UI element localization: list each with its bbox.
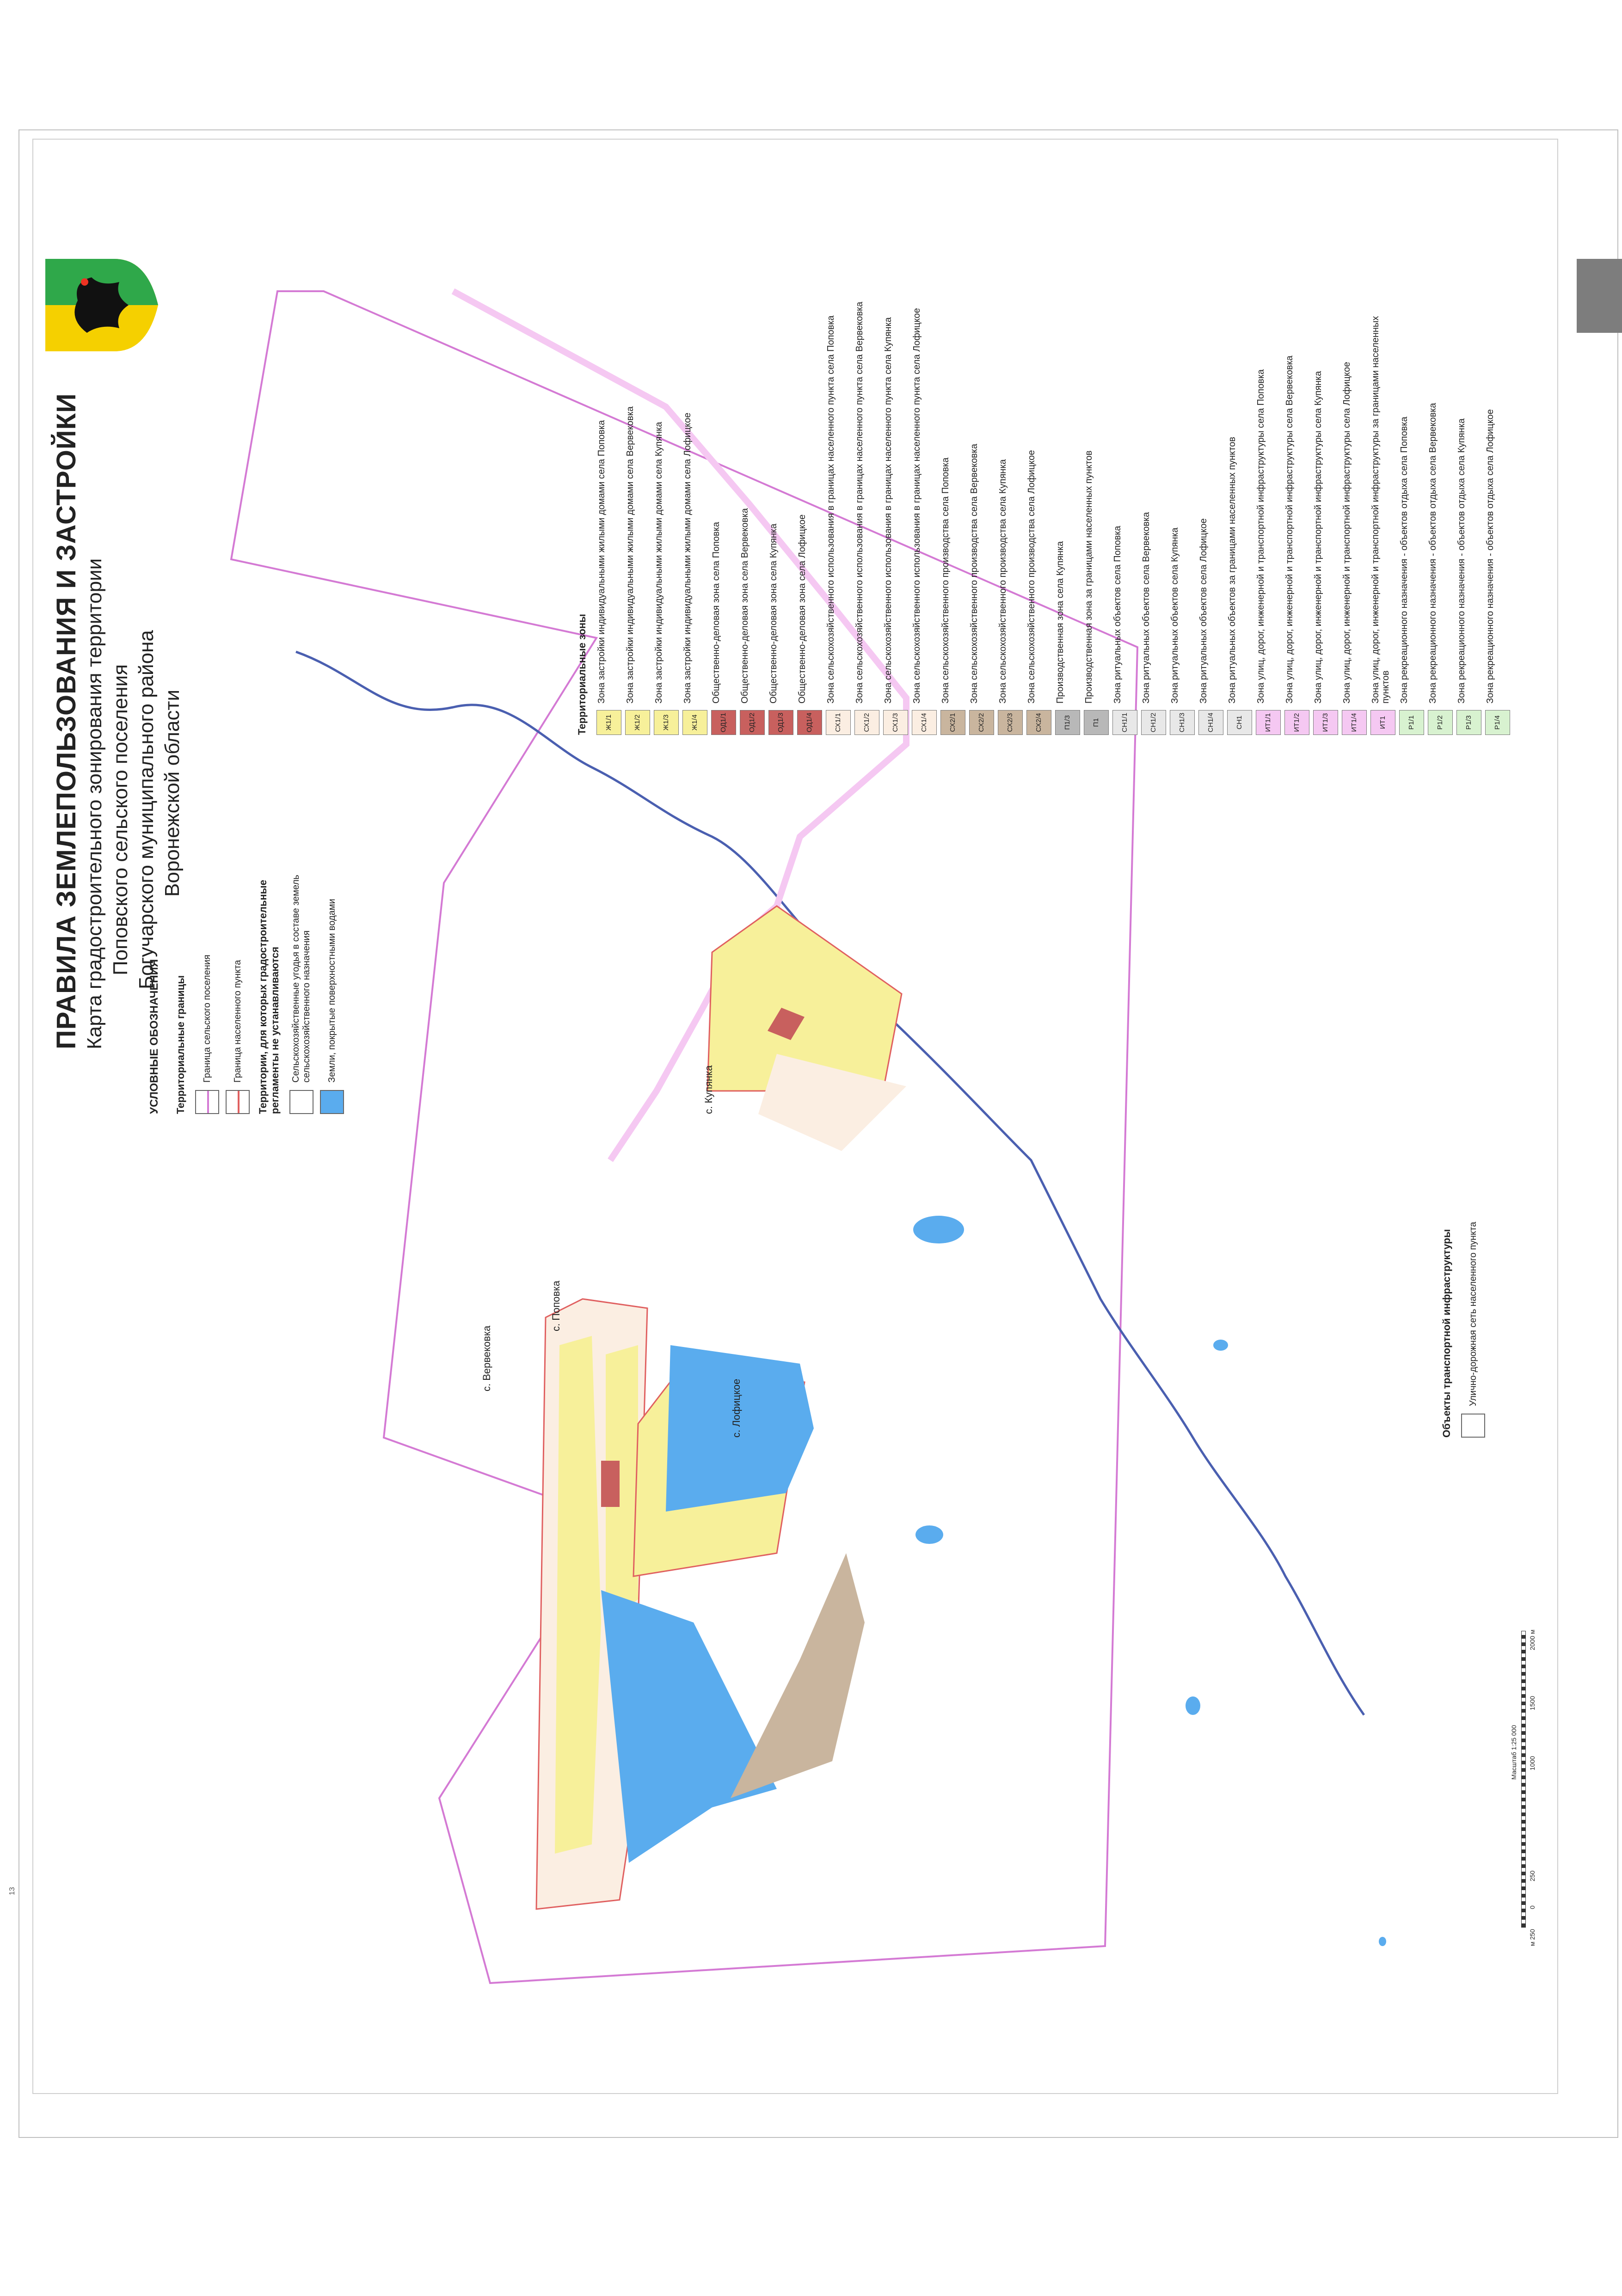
zone-legend-row [1342,203,1367,735]
zone-code: СХ2/4 [1026,710,1051,735]
zone-legend-row [797,203,822,735]
zone-label: Зона сельскохозяйственного производства села Вервековка [969,444,979,704]
boundary-swatch [226,1090,250,1114]
zone-legend-row [912,203,937,735]
zone-legend-row [596,203,621,735]
place-label-popovka: с. Поповка [550,1280,562,1331]
zone-label: Общественно-деловая зона села Купянка [768,523,779,704]
map-title: ПРАВИЛА ЗЕМЛЕПОЛЬЗОВАНИЯ И ЗАСТРОЙКИ [51,393,81,1049]
boundaries-heading: Территориальные границы [175,975,186,1114]
zone-legend-row [1026,203,1051,735]
pond [1213,1340,1228,1351]
legend-label: Улично-дорожная сеть населенного пункта [1468,1222,1478,1406]
legend-row [1461,1160,1485,1438]
zone-code: СХ1/4 [912,710,937,735]
zone-code: ИТ1/4 [1342,710,1367,735]
zone-label: Зона ритуальных объектов села Вервековка [1141,512,1151,704]
zone-label: Зона улиц, дорог, инженерной и транспортной инфраструктуры села Лофицкое [1342,361,1352,704]
zone-code: СН1/2 [1141,710,1166,735]
pond [915,1525,943,1544]
map-sheet [37,166,1554,2085]
legend-transport [1433,1160,1492,1438]
zone-label: Общественно-деловая зона села Поповка [711,522,721,704]
zone-label: Зона сельскохозяйственного использования в границах населенного пункта села Поповка [826,315,836,704]
place-label-lofitskoe: с. Лофицкое [731,1378,742,1438]
zone-legend-row [1284,203,1309,735]
zone-label: Производственная зона за границами населенных пунктов [1084,450,1094,704]
map-subtitle-1: Карта градостроительного зонирования территории [83,558,106,1049]
zones-list [596,203,1510,735]
zone-label: Зона рекреационного назначения - объектов отдыха села Вервековка [1428,403,1438,704]
legend-label: Граница сельского поселения [202,955,212,1083]
zone-label: Общественно-деловая зона села Лофицкое [797,514,807,704]
zone-code: СХ1/3 [883,710,908,735]
pond [1379,1937,1386,1946]
zone-legend-row [654,203,679,735]
zone-label: Зона застройки индивидуальными жилыми домами села Купянка [654,422,664,704]
zone-code: Р1/4 [1485,710,1510,735]
zone-code: СХ2/3 [998,710,1023,735]
zone-legend-row [1170,203,1195,735]
zone-code: ИТ1/3 [1313,710,1338,735]
legend-heading: УСЛОВНЫЕ ОБОЗНАЧЕНИЯ [148,959,160,1114]
place-label-kupyanka: с. Купянка [703,1065,714,1114]
legend-row [195,874,219,1114]
legend-general [148,874,350,1114]
zone-label: Зона улиц, дорог, инженерной и транспортной инфраструктуры села Купянка [1313,371,1323,704]
zone-code: Ж1/1 [596,710,621,735]
place-label-verevkovka: с. Вервековка [481,1325,492,1391]
zone-legend-row [1198,203,1223,735]
road-network-swatch [1461,1414,1485,1438]
zone-code: Ж1/3 [654,710,679,735]
zone-label: Зона застройки индивидуальными жилыми домами села Лофицкое [682,412,693,704]
zone-label: Зона улиц, дорог, инженерной и транспортной инфраструктуры села Вервековка [1284,355,1295,704]
zone-legend-row [711,203,736,735]
zone-label: Зона сельскохозяйственного использования в границах населенного пункта села Купянка [883,317,893,704]
zone-label: Зона сельскохозяйственного производства села Лофицкое [1026,450,1037,704]
zone-code: П1 [1084,710,1109,735]
zone-legend-row [1456,203,1481,735]
zone-legend-row [625,203,650,735]
zone-legend-row [1112,203,1137,735]
zone-label: Зона сельскохозяйственного использования в границах населенного пункта села Лофицкое [912,308,922,704]
zone-legend-row [1055,203,1080,735]
zone-code: ИТ1 [1370,710,1395,735]
legend-row [289,874,313,1114]
zone-label: Зона ритуальных объектов за границами населенных пунктов [1227,437,1237,704]
zone-code: СН1/3 [1170,710,1195,735]
zone-label: Зона улиц, дорог, инженерной и транспортной инфраструктуры за границами населенных пунктов [1370,316,1391,704]
zone-legend-row [740,203,765,735]
zone-code: ОД1/2 [740,710,765,735]
zone-legend-row [1084,203,1109,735]
scale-tick: 2000 м [1529,1629,1536,1650]
agri-land-swatch [289,1090,313,1114]
zone-code: ОД1/1 [711,710,736,735]
zone-label: Зона сельскохозяйственного производства села Поповка [940,457,951,704]
scale-tick: 250 [1529,1870,1536,1881]
zone-code: ИТ1/1 [1256,710,1281,735]
legend-label: Граница населенного пункта [232,960,243,1083]
legend-row [226,874,250,1114]
zone-code: ОД1/3 [768,710,793,735]
zone-label: Зона застройки индивидуальными жилыми домами села Вервековка [625,406,635,704]
legend-zones [569,203,1514,735]
zone-legend-row [1313,203,1338,735]
zone-code: П1/3 [1055,710,1080,735]
zone-label: Зона рекреационного назначения - объектов отдыха села Купянка [1456,418,1467,704]
zone-legend-row [682,203,707,735]
no-regulation-heading: Территории, для которых градостроительные регламенты не устанавливаются [257,880,281,1114]
scale-caption: Масштаб 1:25 000 [1510,1725,1518,1780]
page-number: 13 [8,1887,16,1895]
zone-legend-row [969,203,994,735]
qr-stamp [1577,259,1622,333]
zone-legend-row [1141,203,1166,735]
zone-label: Зона ритуальных объектов села Поповка [1112,526,1123,704]
zone-label: Общественно-деловая зона села Вервековка [740,508,750,704]
zone-code: СН1/1 [1112,710,1137,735]
scale-bar [1510,1604,1540,1946]
zone-code: Ж1/4 [682,710,707,735]
zone-label: Зона сельскохозяйственного использования в границах населенного пункта села Вервековка [854,301,865,704]
zone-legend-row [1227,203,1252,735]
zone-legend-row [940,203,965,735]
zone-legend-row [1428,203,1453,735]
water-swatch [320,1090,344,1114]
legend-label: Сельскохозяйственные угодья в составе земель сельскохозяйственного назначения [291,875,312,1083]
zone-code: СХ1/1 [826,710,851,735]
scale-tick: 1500 [1529,1696,1536,1710]
boundary-swatch [195,1090,219,1114]
zone-legend-row [768,203,793,735]
zone-label: Зона ритуальных объектов села Лофицкое [1198,518,1209,704]
zone-code: Р1/1 [1399,710,1424,735]
zone-label: Зона улиц, дорог, инженерной и транспортной инфраструктуры села Поповка [1256,369,1266,704]
zone-code: Ж1/2 [625,710,650,735]
zone-legend-row [826,203,851,735]
zone-code: СХ2/2 [969,710,994,735]
zone-code: СН1 [1227,710,1252,735]
zone-code: СН1/4 [1198,710,1223,735]
lake-2 [601,1590,777,1863]
zone-code: ОД1/4 [797,710,822,735]
map-subtitle-3: Богучарского муниципального района [135,630,158,989]
zone-legend-row [1256,203,1281,735]
zone-legend-row [854,203,879,735]
transport-heading: Объекты транспортной инфраструктуры [1441,1229,1452,1438]
zone-code: СХ1/2 [854,710,879,735]
pond [913,1216,964,1243]
legend-label: Земли, покрытые поверхностными водами [326,899,337,1083]
zone-legend-row [1485,203,1510,735]
map-subtitle-4: Воронежской области [161,689,184,897]
zone-label: Зона застройки индивидуальными жилыми домами села Поповка [596,420,607,704]
zone-label: Производственная зона села Купянка [1055,541,1065,704]
zone-legend-row [883,203,908,735]
scale-tick: 0 [1529,1905,1536,1909]
map-subtitle-2: Поповского сельского поселения [109,664,132,975]
zone-label: Зона рекреационного назначения - объектов отдыха села Лофицкое [1485,409,1495,704]
zone-code: СХ2/1 [940,710,965,735]
pond [1186,1696,1200,1715]
zone-legend-row [998,203,1023,735]
legend-row [320,874,344,1114]
zone-label: Зона сельскохозяйственного производства села Купянка [998,459,1008,704]
zone-code: ИТ1/2 [1284,710,1309,735]
scale-tick: м 250 [1529,1929,1536,1946]
zone-legend-row [1370,203,1395,735]
zones-heading: Территориальные зоны [576,614,588,735]
zone-code: Р1/3 [1456,710,1481,735]
zone-legend-row [1399,203,1424,735]
zone-label: Зона рекреационного назначения - объектов отдыха села Поповка [1399,416,1409,704]
zone-code: Р1/2 [1428,710,1453,735]
scale-tick: 1000 [1529,1756,1536,1770]
zone-label: Зона ритуальных объектов села Купянка [1170,527,1180,704]
